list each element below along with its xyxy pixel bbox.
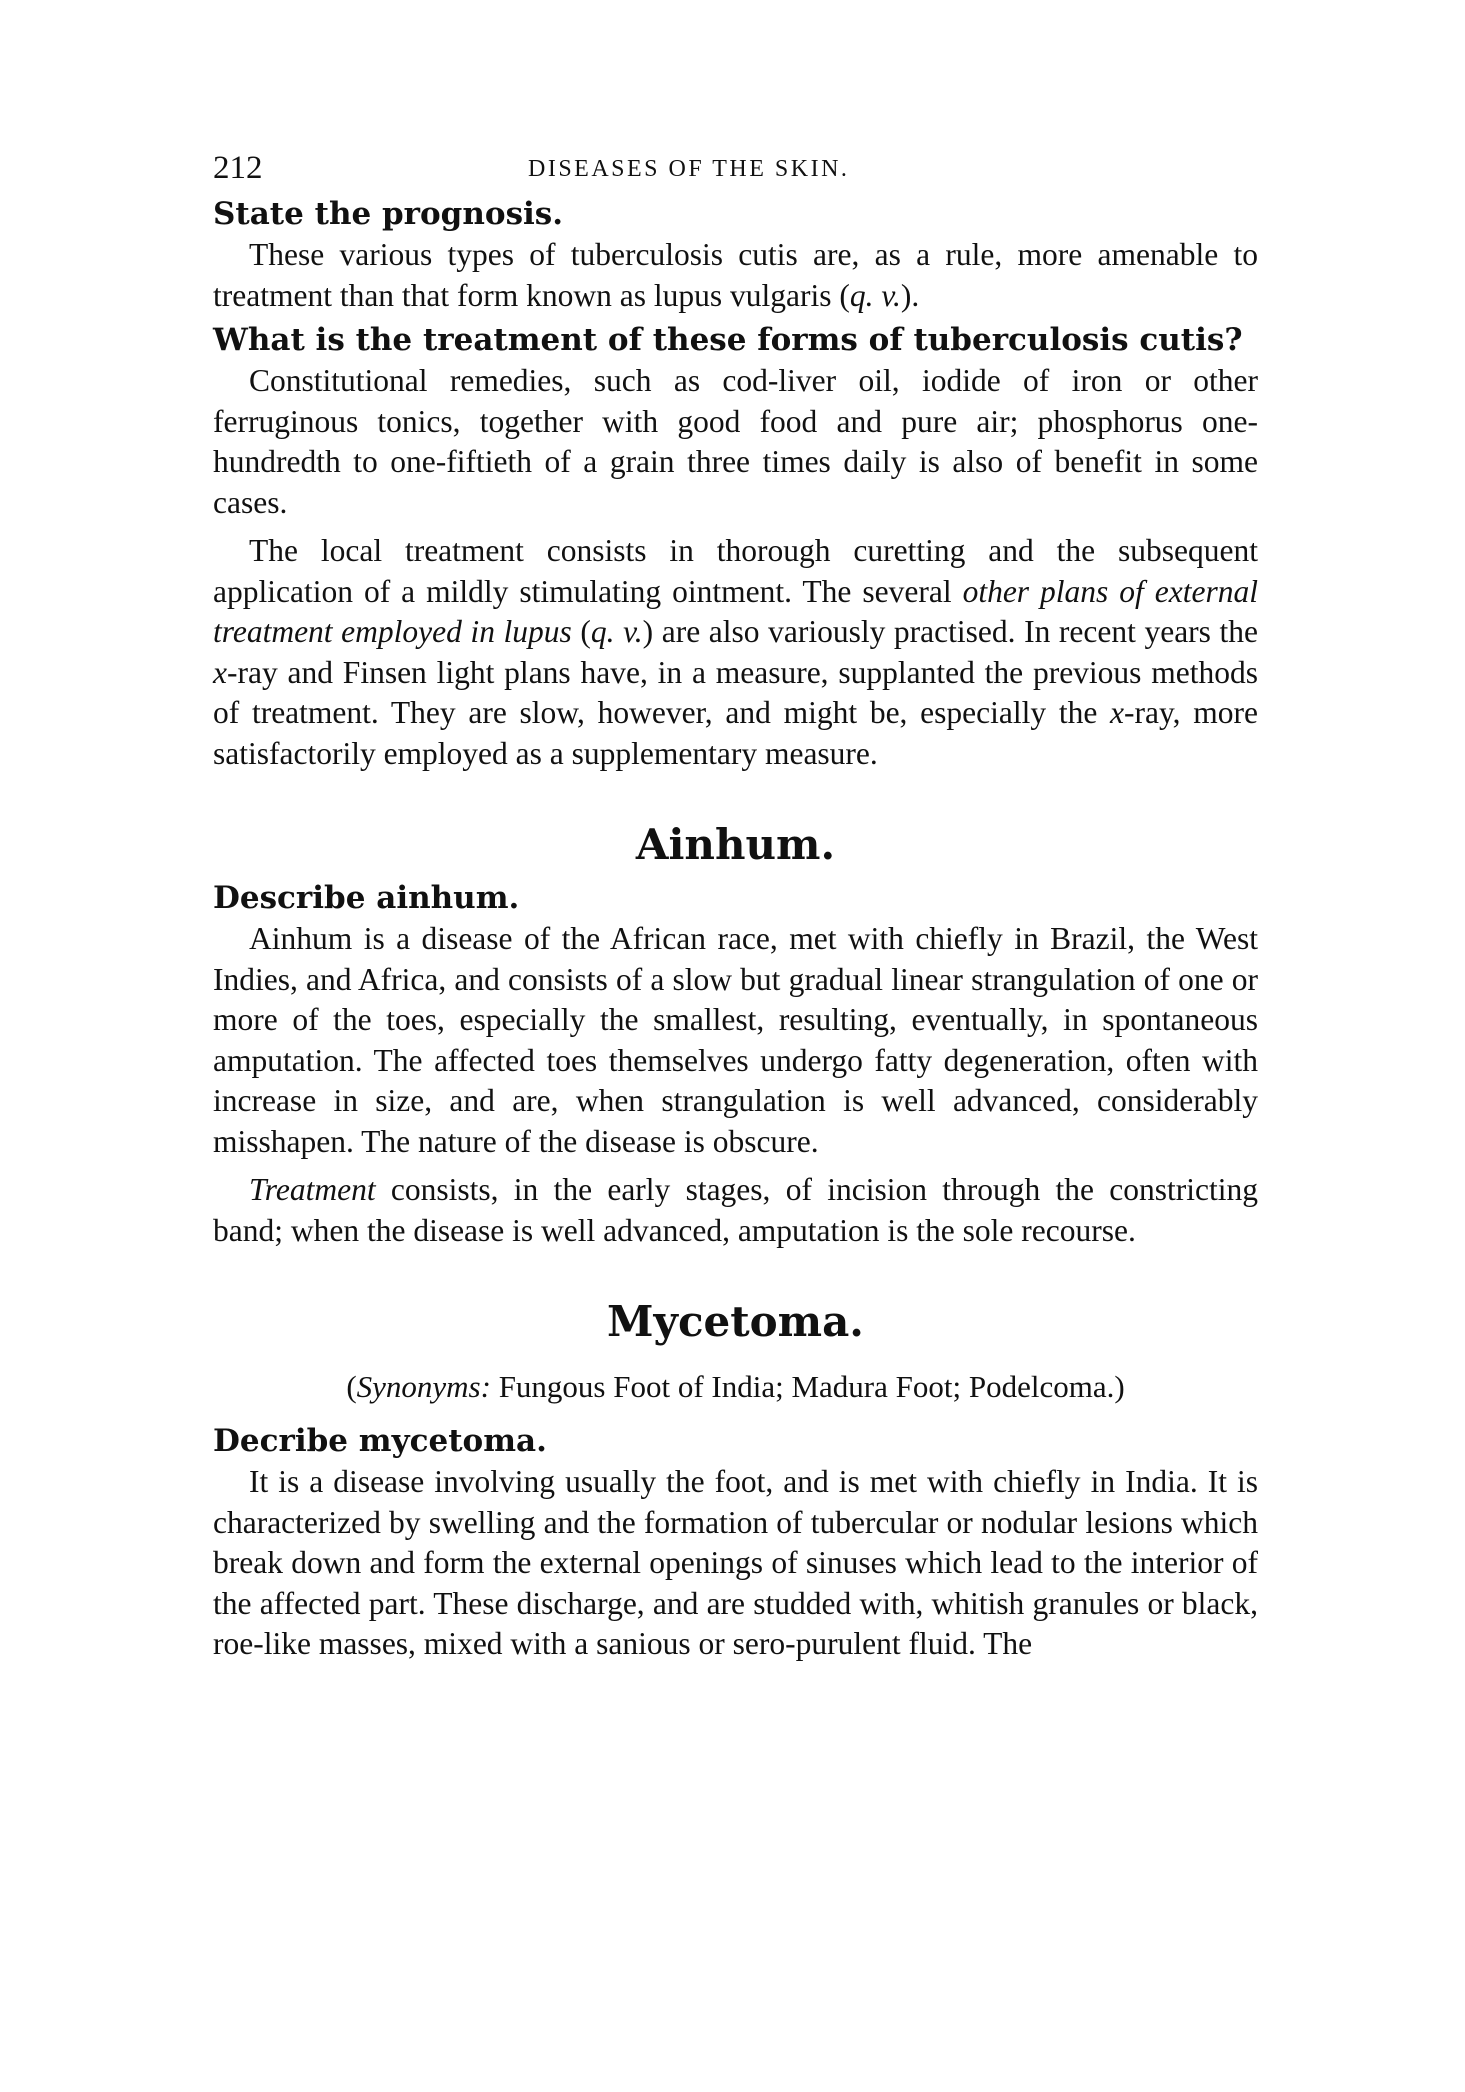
answer-prognosis [213,235,1258,316]
treatment-p2-ref: q. v. [590,614,643,649]
ainhum-paragraph-2 [213,1170,1258,1251]
answer-prognosis-close: ). [900,277,920,313]
answer-prognosis-text: These various types of tuberculosis cutis are, as a rule, more amenable to treatment than that form known as lupus vulgaris ( [213,237,1258,313]
treatment-p2-part-a: The local treatment consists in thorough curetting and the subsequent application of a mildly stimulating ointment. The several [213,533,1258,609]
treatment-p2-part-b: ( [571,614,591,649]
treatment-paragraph-1: Constitutional remedies, such as cod-liver oil, iodide of iron or other ferruginous tonics, together with good food and pure air; phosphorus one-hundredth to one-fiftieth of a grain three times daily is also of benefit in some cases. [213,363,1258,520]
treatment-p2-x1: x [213,654,227,690]
treatment-p2-part-d: -ray and Finsen light plans have, in a measure, supplanted the previous methods of treatment. They are slow, however, and might be, especially the [213,654,1258,730]
mycetoma-paragraph-1: It is a disease involving usually the foot, and is met with chiefly in India. It is characterized by swelling and the formation of tubercular or nodular lesions which break down and form the external openings of sinuses which lead to the interior of the affected part. These discharge, and are studded with, whitish granules or black, roe-like masses, mixed with a sanious or sero-purulent fluid. The [213,1464,1258,1661]
ainhum-treatment-label: Treatment [249,1172,376,1207]
mycetoma-synonyms [213,1367,1258,1407]
page-number: 212 [213,150,263,186]
synonyms-open-paren: ( [346,1369,357,1404]
heading-ainhum: Ainhum. [635,820,836,869]
treatment-p2-italic: other plans of external treatment employed in lupus [213,573,1258,649]
treatment-p2-part-c: ) are also variously practised. In recent years the [642,614,1258,649]
question-mycetoma: Decribe mycetoma. [213,1423,547,1459]
treatment-p2-x2: x [1110,695,1125,730]
answer-prognosis-ref: q. v. [849,277,901,313]
heading-mycetoma: Mycetoma. [607,1297,864,1346]
question-treatment: What is the treatment of these forms of tuberculosis cutis? [213,322,1243,358]
ainhum-treatment-text: consists, in the early stages, of incision through the constricting band; when the disease is well advanced, amputation is the sole recourse. [213,1172,1258,1248]
question-ainhum: Describe ainhum. [213,880,520,916]
treatment-paragraph-2 [213,531,1258,774]
synonyms-list: Fungous Foot of India; Madura Foot; Podelcoma.) [490,1369,1125,1404]
treatment-p2-part-e: -ray, more satisfactorily employed as a supplementary measure. [213,695,1259,771]
question-prognosis: State the prognosis. [213,196,564,232]
running-head [213,150,1258,194]
book-page [213,150,1258,1665]
synonyms-label: Synonyms: [356,1369,491,1404]
ainhum-paragraph-1: Ainhum is a disease of the African race, met with chiefly in Brazil, the West Indies, and Africa, and consists of a slow but gradual linear strangulation of one or more of the toes, especially the smallest, resulting, eventually, in spontaneous amputation. The affected toes themselves undergo fatty degeneration, often with increase in size, and are, when strangulation is well advanced, considerably misshapen. The nature of the disease is obscure. [213,921,1258,1159]
running-title: DISEASES OF THE SKIN. [528,156,850,182]
